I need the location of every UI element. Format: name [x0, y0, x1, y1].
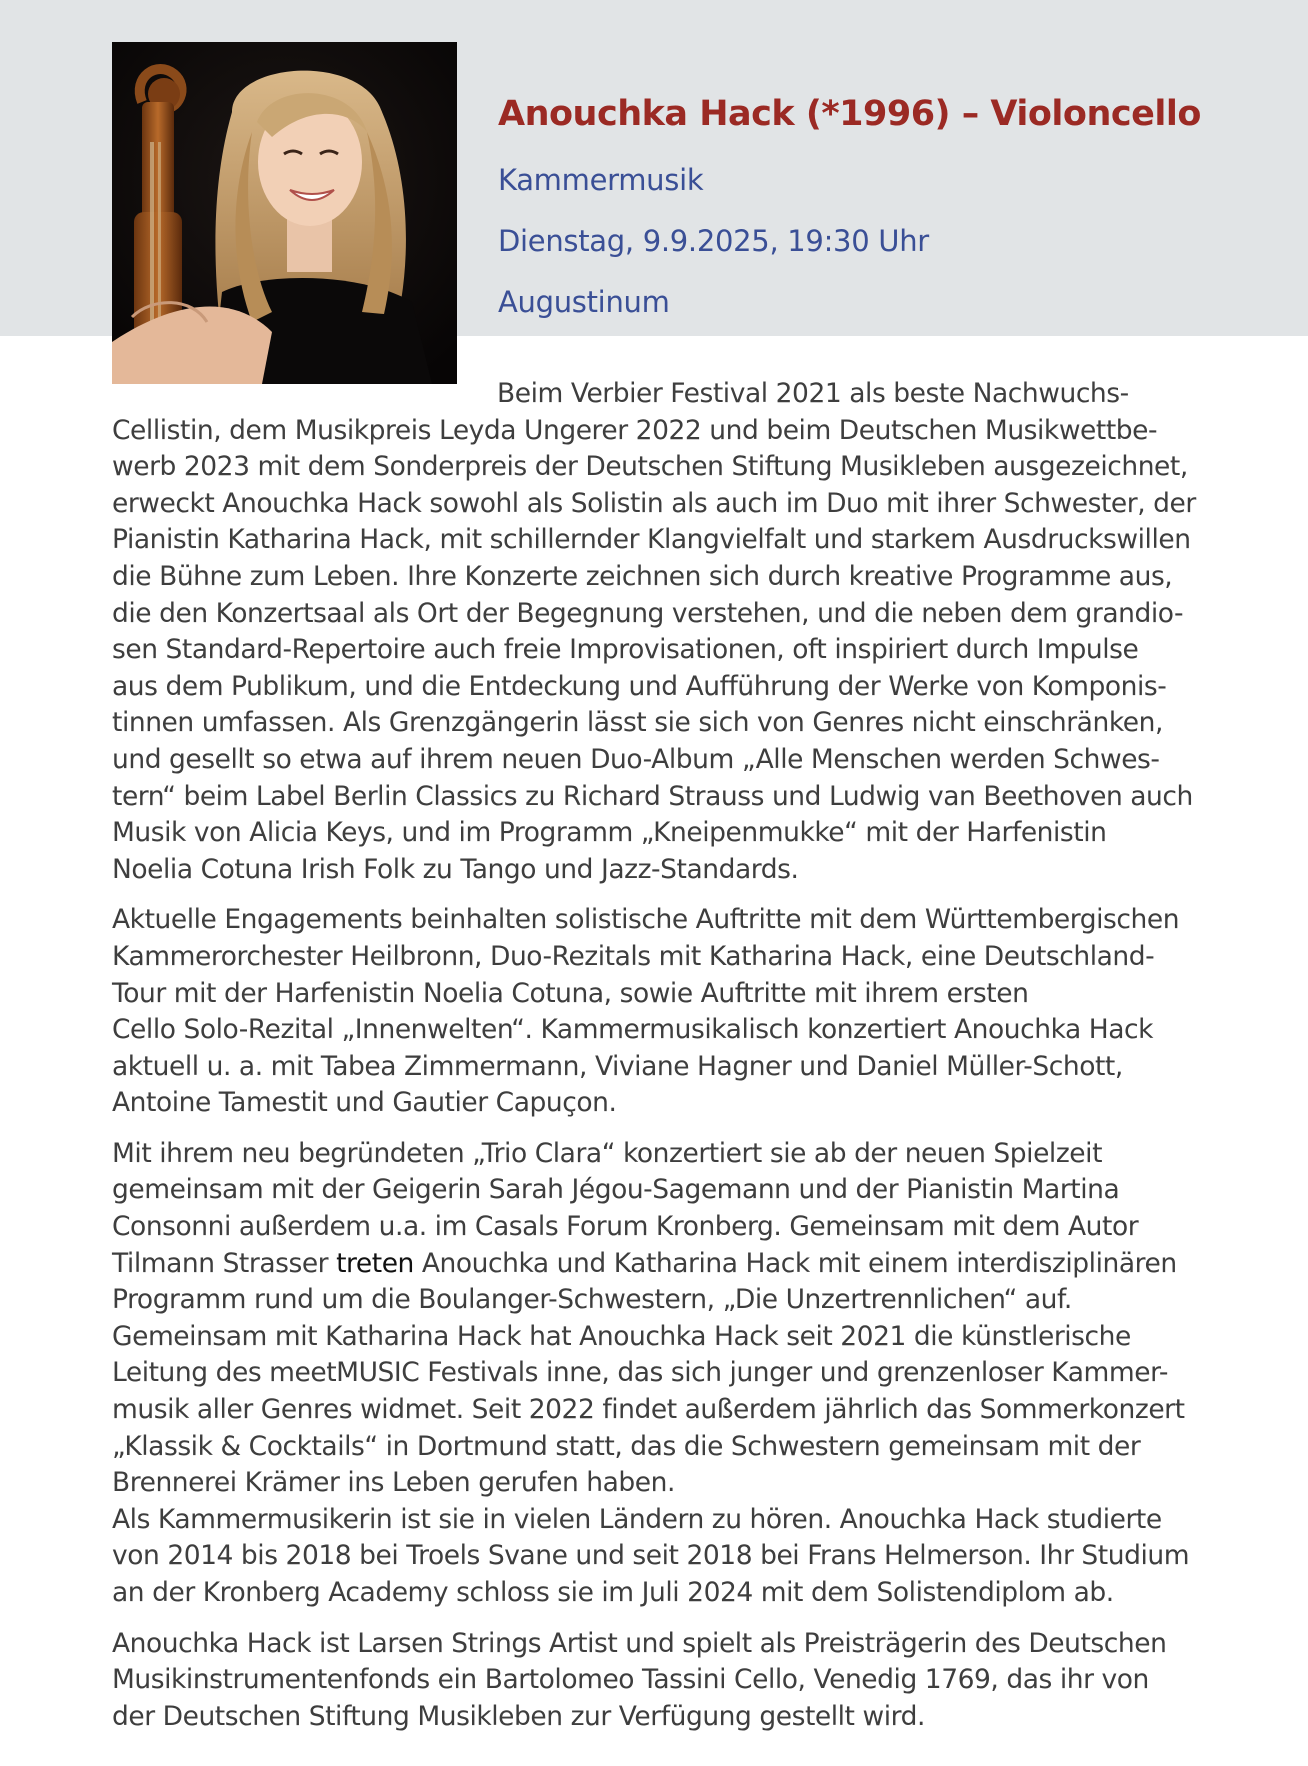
text-line: Mit ihrem neu begründeten „Trio Clara“ konzertiert sie ab der neuen Spielzeit: [112, 1137, 1103, 1169]
text-line: Brennerei Krämer ins Leben gerufen haben.: [112, 1467, 675, 1499]
text-line: an der Kronberg Academy schloss sie im Juli 2024 mit dem Solistendiplom ab.: [112, 1577, 1114, 1608]
text-line: Anouchka Hack ist Larsen Strings Artist und spielt als Preisträgerin des Deutschen: [112, 1627, 1167, 1659]
text-fragment: Tilmann Strasser: [112, 1247, 337, 1279]
text-line: musik aller Genres widmet. Seit 2022 findet außerdem jährlich das Sommerkonzert: [112, 1394, 1185, 1426]
text-line: von 2014 bis 2018 bei Troels Svane und seit 2018 bei Frans Helmerson. Ihr Studium: [112, 1540, 1190, 1572]
text-line: gemeinsam mit der Geigerin Sarah Jégou-Sagemann und der Pianistin Martina: [112, 1174, 1120, 1206]
biography: [112, 376, 1252, 1735]
text-line: Aktuelle Engagements beinhalten solistische Auftritte mit dem Württembergischen: [112, 904, 1180, 936]
text-line: „Klassik & Cocktails“ in Dortmund statt, das die Schwestern gemeinsam mit der: [112, 1430, 1141, 1462]
text-line: aus dem Publikum, und die Entdeckung und Aufführung der Werke von Komponis-: [112, 670, 1167, 702]
text-line: Musikinstrumentenfonds ein Bartolomeo Tassini Cello, Venedig 1769, das ihr von: [112, 1664, 1149, 1696]
portrait-illustration: [112, 42, 457, 384]
text-line: sen Standard-Repertoire auch freie Improvisationen, oft inspiriert durch Impulse: [112, 634, 1139, 666]
text-line: Pianistin Katharina Hack, mit schillernder Klangvielfalt und starkem Ausdruckswillen: [112, 524, 1191, 556]
text-line: und gesellt so etwa auf ihrem neuen Duo-Album „Alle Menschen werden Schwes-: [112, 743, 1160, 775]
text-line: erweckt Anouchka Hack sowohl als Solistin als auch im Duo mit ihrer Schwester, der: [112, 487, 1196, 519]
text-fragment: Anouchka und Katharina Hack mit einem interdisziplinären: [413, 1247, 1177, 1279]
text-line: Gemeinsam mit Katharina Hack hat Anouchka Hack seit 2021 die künstlerische: [112, 1320, 1131, 1352]
text-line: aktuell u. a. mit Tabea Zimmermann, Viviane Hagner und Daniel Müller-Schott,: [112, 1050, 1123, 1082]
bio-paragraph-1: [112, 376, 1252, 888]
text-line: Cellistin, dem Musikpreis Leyda Ungerer 2022 und beim Deutschen Musikwettbe-: [112, 414, 1158, 446]
text-line: Leitung des meetMUSIC Festivals inne, das sich junger und grenzenloser Kammer-: [112, 1357, 1168, 1389]
bio-paragraph-2: [112, 902, 1252, 1122]
bio-paragraph-5: [112, 1626, 1252, 1736]
event-date: Dienstag, 9.9.2025, 19:30 Uhr: [498, 224, 929, 258]
text-line: Cello Solo-Rezital „Innenwelten“. Kammermusikalisch konzertiert Anouchka Hack: [112, 1014, 1154, 1046]
text-line: Noelia Cotuna Irish Folk zu Tango und Jazz-Standards.: [112, 853, 799, 885]
instrument: – Violoncello: [950, 94, 1201, 134]
artist-name: Anouchka Hack (*1996): [498, 94, 951, 134]
text-line: Als Kammermusikerin ist sie in vielen Ländern zu hören. Anouchka Hack studierte: [112, 1503, 1162, 1535]
bio-paragraph-4: [112, 1502, 1252, 1612]
text-line: Tour mit der Harfenistin Noelia Cotuna, sowie Auftritte mit ihrem ersten: [112, 977, 1029, 1009]
event-heading: [498, 88, 1278, 323]
text-line: die den Konzertsaal als Ort der Begegnung verstehen, und die neben dem grandio-: [112, 597, 1184, 629]
event-category: Kammermusik: [498, 163, 704, 197]
text-line: Consonni außerdem u.a. im Casals Forum Kronberg. Gemeinsam mit dem Autor: [112, 1211, 1139, 1243]
text-line: tern“ beim Label Berlin Classics zu Richard Strauss und Ludwig van Beethoven auch: [112, 780, 1193, 812]
text-line: Kammerorchester Heilbronn, Duo-Rezitals mit Katharina Hack, eine Deutschland-: [112, 940, 1155, 972]
event-venue: Augustinum: [498, 285, 670, 319]
text-line: Antoine Tamestit und Gautier Capuçon.: [112, 1087, 617, 1119]
text-line: werb 2023 mit dem Sonderpreis der Deutschen Stiftung Musikleben ausgezeichnet,: [112, 451, 1188, 483]
portrait-photo: [112, 42, 457, 384]
bio-paragraph-3: [112, 1136, 1252, 1502]
text-line: der Deutschen Stiftung Musikleben zur Verfügung gestellt wird.: [112, 1700, 925, 1732]
text-line: Musik von Alicia Keys, und im Programm „Kneipenmukke“ mit der Harfenistin: [112, 817, 1107, 849]
highlighted-word: treten: [336, 1247, 414, 1279]
event-title: [498, 88, 1278, 140]
text-line: Beim Verbier Festival 2021 als beste Nachwuchs-: [497, 378, 1129, 409]
text-line: Programm rund um die Boulanger-Schwestern, „Die Unzertrennlichen“ auf.: [112, 1284, 1072, 1316]
text-line: [112, 1246, 1252, 1283]
text-line: tinnen umfassen. Als Grenzgängerin lässt sie sich von Genres nicht einschränken,: [112, 707, 1163, 739]
text-line: die Bühne zum Leben. Ihre Konzerte zeichnen sich durch kreative Programme aus,: [112, 560, 1173, 592]
